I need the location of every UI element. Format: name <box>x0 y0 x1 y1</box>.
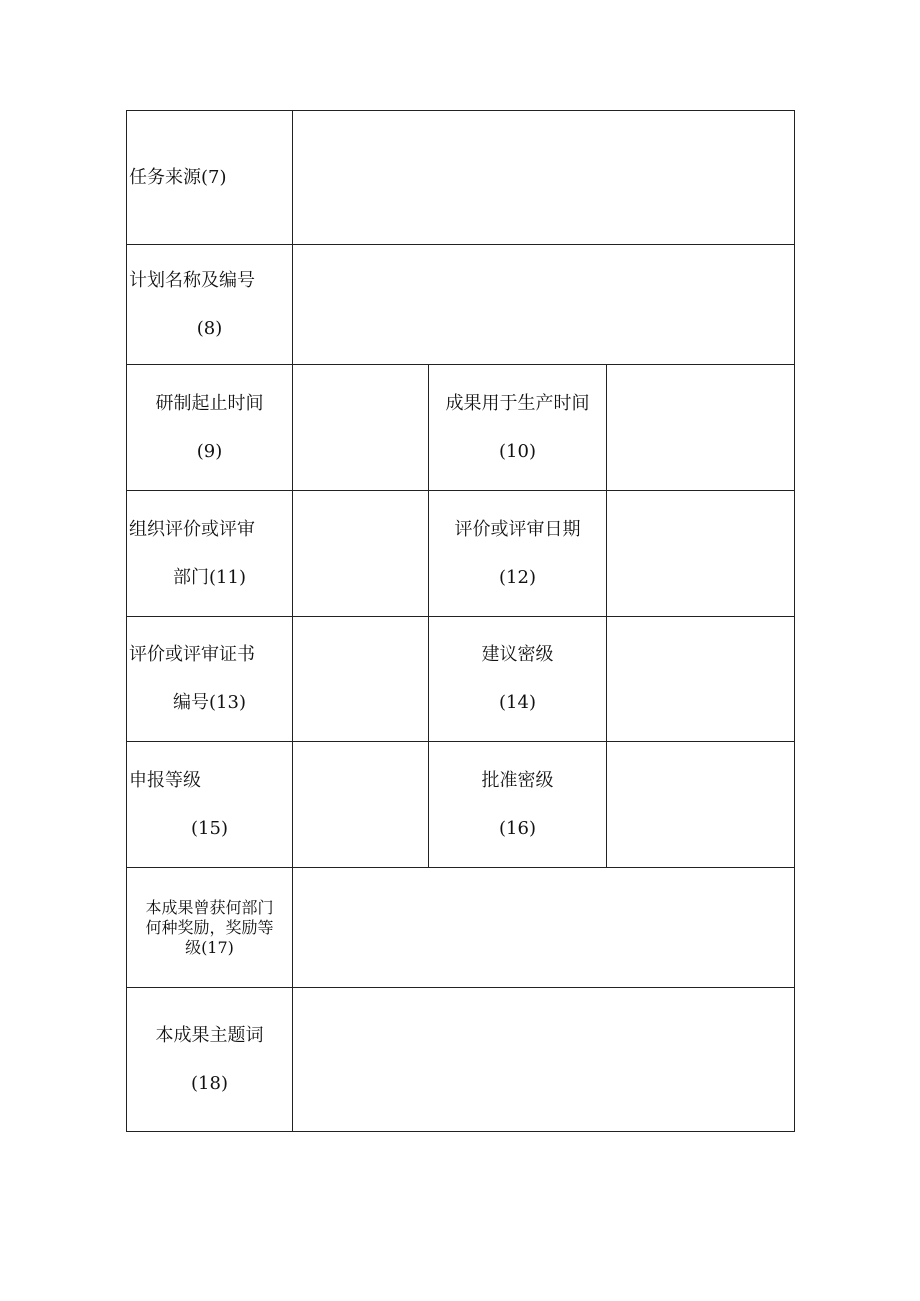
label-line: 组织评价或评审 <box>129 518 255 540</box>
row-dev-period <box>127 365 795 491</box>
label-line: 级(17) <box>185 937 234 957</box>
label-line: 编号(13) <box>173 692 246 713</box>
label-line: (16) <box>499 817 536 839</box>
label-declared-level <box>127 742 293 868</box>
label-line: (15) <box>191 817 228 839</box>
form-table <box>126 110 795 1132</box>
label-line: 任务来源(7) <box>129 166 227 188</box>
label-review-dept <box>127 491 293 617</box>
label-line: 成果用于生产时间 <box>445 392 590 414</box>
row-keywords <box>127 988 795 1132</box>
row-task-source <box>127 111 795 245</box>
label-awards <box>127 868 293 988</box>
label-task-source <box>127 111 293 245</box>
label-approved-classification <box>429 742 607 868</box>
row-awards <box>127 868 795 988</box>
row-certificate-no <box>127 617 795 742</box>
value-plan-name[interactable] <box>293 245 795 365</box>
value-production-time[interactable] <box>607 365 795 491</box>
label-plan-name <box>127 245 293 365</box>
label-line: 计划名称及编号 <box>129 269 255 291</box>
label-line: (9) <box>196 440 223 462</box>
label-dev-period <box>127 365 293 491</box>
label-line: (12) <box>499 566 536 588</box>
label-line: 何种奖励，奖励等 <box>145 917 274 937</box>
value-approved-classification[interactable] <box>607 742 795 868</box>
label-line: 批准密级 <box>481 769 554 791</box>
label-line: 评价或评审日期 <box>454 518 581 540</box>
value-review-dept[interactable] <box>293 491 429 617</box>
label-line: 研制起止时间 <box>155 392 264 414</box>
label-line: 本成果曾获何部门 <box>145 897 274 917</box>
label-line: 本成果主题词 <box>155 1024 264 1046</box>
label-certificate-no <box>127 617 293 742</box>
value-dev-period[interactable] <box>293 365 429 491</box>
value-suggested-classification[interactable] <box>607 617 795 742</box>
label-line: (10) <box>499 440 536 462</box>
value-awards[interactable] <box>293 868 795 988</box>
label-production-time <box>429 365 607 491</box>
label-review-date <box>429 491 607 617</box>
label-line: 部门(11) <box>173 566 246 588</box>
value-keywords[interactable] <box>293 988 795 1132</box>
row-plan-name <box>127 245 795 365</box>
label-line: 申报等级 <box>129 769 201 791</box>
row-review-dept <box>127 491 795 617</box>
label-keywords <box>127 988 293 1132</box>
label-line: 评价或评审证书 <box>129 644 255 665</box>
label-line: 建议密级 <box>481 644 554 665</box>
value-declared-level[interactable] <box>293 742 429 868</box>
row-declared-level <box>127 742 795 868</box>
label-suggested-classification <box>429 617 607 742</box>
label-line: (8) <box>196 317 223 339</box>
label-line: (18) <box>191 1072 228 1094</box>
value-review-date[interactable] <box>607 491 795 617</box>
value-task-source[interactable] <box>293 111 795 245</box>
value-certificate-no[interactable] <box>293 617 429 742</box>
label-line: (14) <box>499 692 536 713</box>
